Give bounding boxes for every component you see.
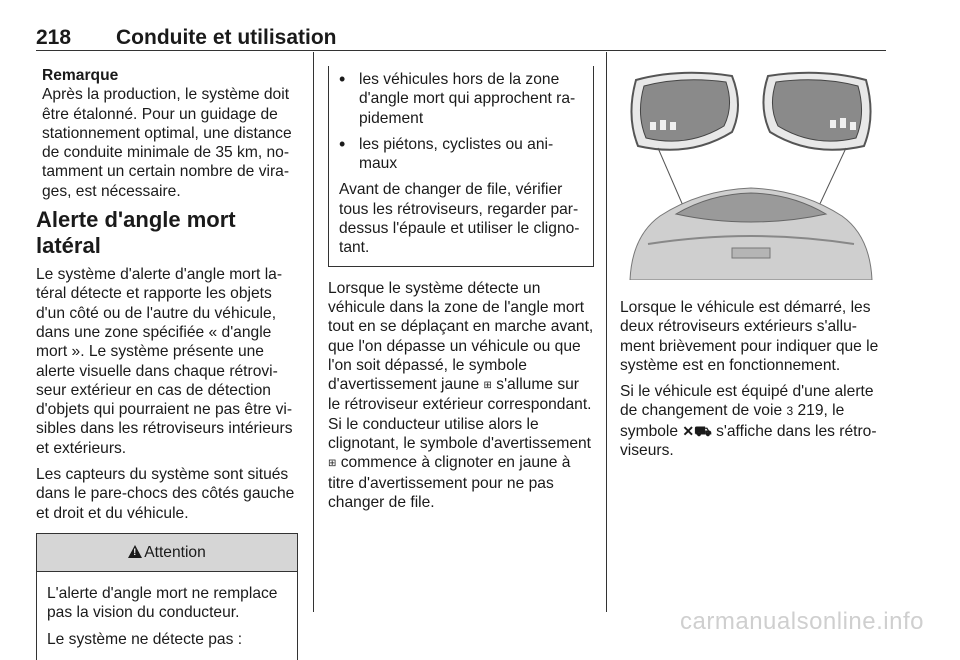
paragraph: Lorsque le véhicule est démarré, les deux rétroviseurs extérieurs s'allument brièvement pour indiquer que le système est en fonctionnement. bbox=[620, 299, 879, 374]
box-paragraph: Avant de changer de file, vérifier tous les rétroviseurs, regarder par-dessus l'épaule et utiliser le clignotant. bbox=[339, 181, 580, 257]
column-divider-2 bbox=[606, 52, 607, 612]
mirror-illustration bbox=[620, 66, 882, 280]
attention-text: L'alerte d'angle mort ne remplace pas la vision du conducteur. bbox=[47, 584, 278, 622]
page-number: 218 bbox=[36, 26, 72, 49]
paragraph: Le système d'alerte d'angle mort latéral détecte et rapporte les objets d'un côté ou de l'autre du véhicule, dans une zone spécifiée « d'angle mort ». Le système présente une alerte visuelle dans chaque rétroviseur extérieur en cas de détection d'objets qui pourraient ne pas être visibles dans les rétroviseurs intérieurs et extérieurs. bbox=[36, 266, 293, 457]
section-heading: Alerte d'angle mort latéral bbox=[36, 207, 236, 259]
paragraph bbox=[620, 382, 886, 460]
page-header bbox=[36, 26, 886, 52]
attention-box bbox=[36, 533, 298, 660]
attention-header bbox=[37, 534, 297, 572]
running-title: Conduite et utilisation bbox=[116, 26, 337, 49]
text-run: Lorsque le système détecte un véhicule dans la zone de l'angle mort tout en se déplaçant en marche avant, que l'on dépasse un véhicule ou que l'on soit dépassé, le symbole d'avertissement jaune bbox=[328, 279, 594, 394]
text-run: s'affiche dans les rétroviseurs. bbox=[620, 422, 877, 460]
warning-triangle-icon bbox=[128, 545, 142, 558]
blind-spot-warning-icon: ⊞ bbox=[483, 380, 492, 392]
text-run: s'allume sur le rétroviseur extérieur correspondant. Si le conducteur utilise alors le clignotant, le symbole d'avertissement bbox=[328, 376, 592, 453]
header-rule bbox=[36, 50, 886, 51]
attention-body bbox=[37, 572, 297, 660]
note-text: Après la production, le système doit être étalonné. Pour un guidage de stationnement optimal, une distance de conduite minimale de 35 km, notamment un certain nombre de virages, est nécessaire. bbox=[42, 86, 292, 200]
note-block bbox=[36, 66, 298, 201]
text-run: Si le véhicule est équipé d'une alerte de changement de voie bbox=[620, 383, 874, 420]
paragraph bbox=[328, 279, 594, 513]
list-item: • les véhicules hors de la zone d'angle mort qui approchent rapidement bbox=[339, 70, 583, 128]
lane-change-alert-icon: ✕⛟ bbox=[682, 422, 712, 439]
note-label: Remarque bbox=[42, 67, 119, 84]
page-reference[interactable]: 219, le symbole bbox=[620, 402, 845, 440]
column-1 bbox=[36, 66, 298, 660]
attention-title: Attention bbox=[144, 543, 206, 561]
column-3 bbox=[620, 66, 886, 467]
attention-text: Le système ne détecte pas : bbox=[47, 630, 243, 648]
column-divider-1 bbox=[313, 52, 314, 612]
bullet-list bbox=[339, 70, 583, 173]
attention-box-continued bbox=[328, 66, 594, 267]
text-run: commence à clignoter en jaune à titre d'avertissement pour ne pas changer de file. bbox=[328, 454, 571, 511]
blind-spot-warning-icon: ⊞ bbox=[328, 458, 337, 470]
paragraph: Les capteurs du système sont situés dans le pare-chocs des côtés gauche et droit et du véhicule. bbox=[36, 466, 295, 522]
column-2 bbox=[328, 66, 594, 519]
watermark: carmanualsonline.info bbox=[680, 608, 924, 635]
list-item: • les piétons, cyclistes ou animaux bbox=[339, 135, 583, 174]
page-reference-arrow-icon: 3 bbox=[786, 404, 794, 419]
